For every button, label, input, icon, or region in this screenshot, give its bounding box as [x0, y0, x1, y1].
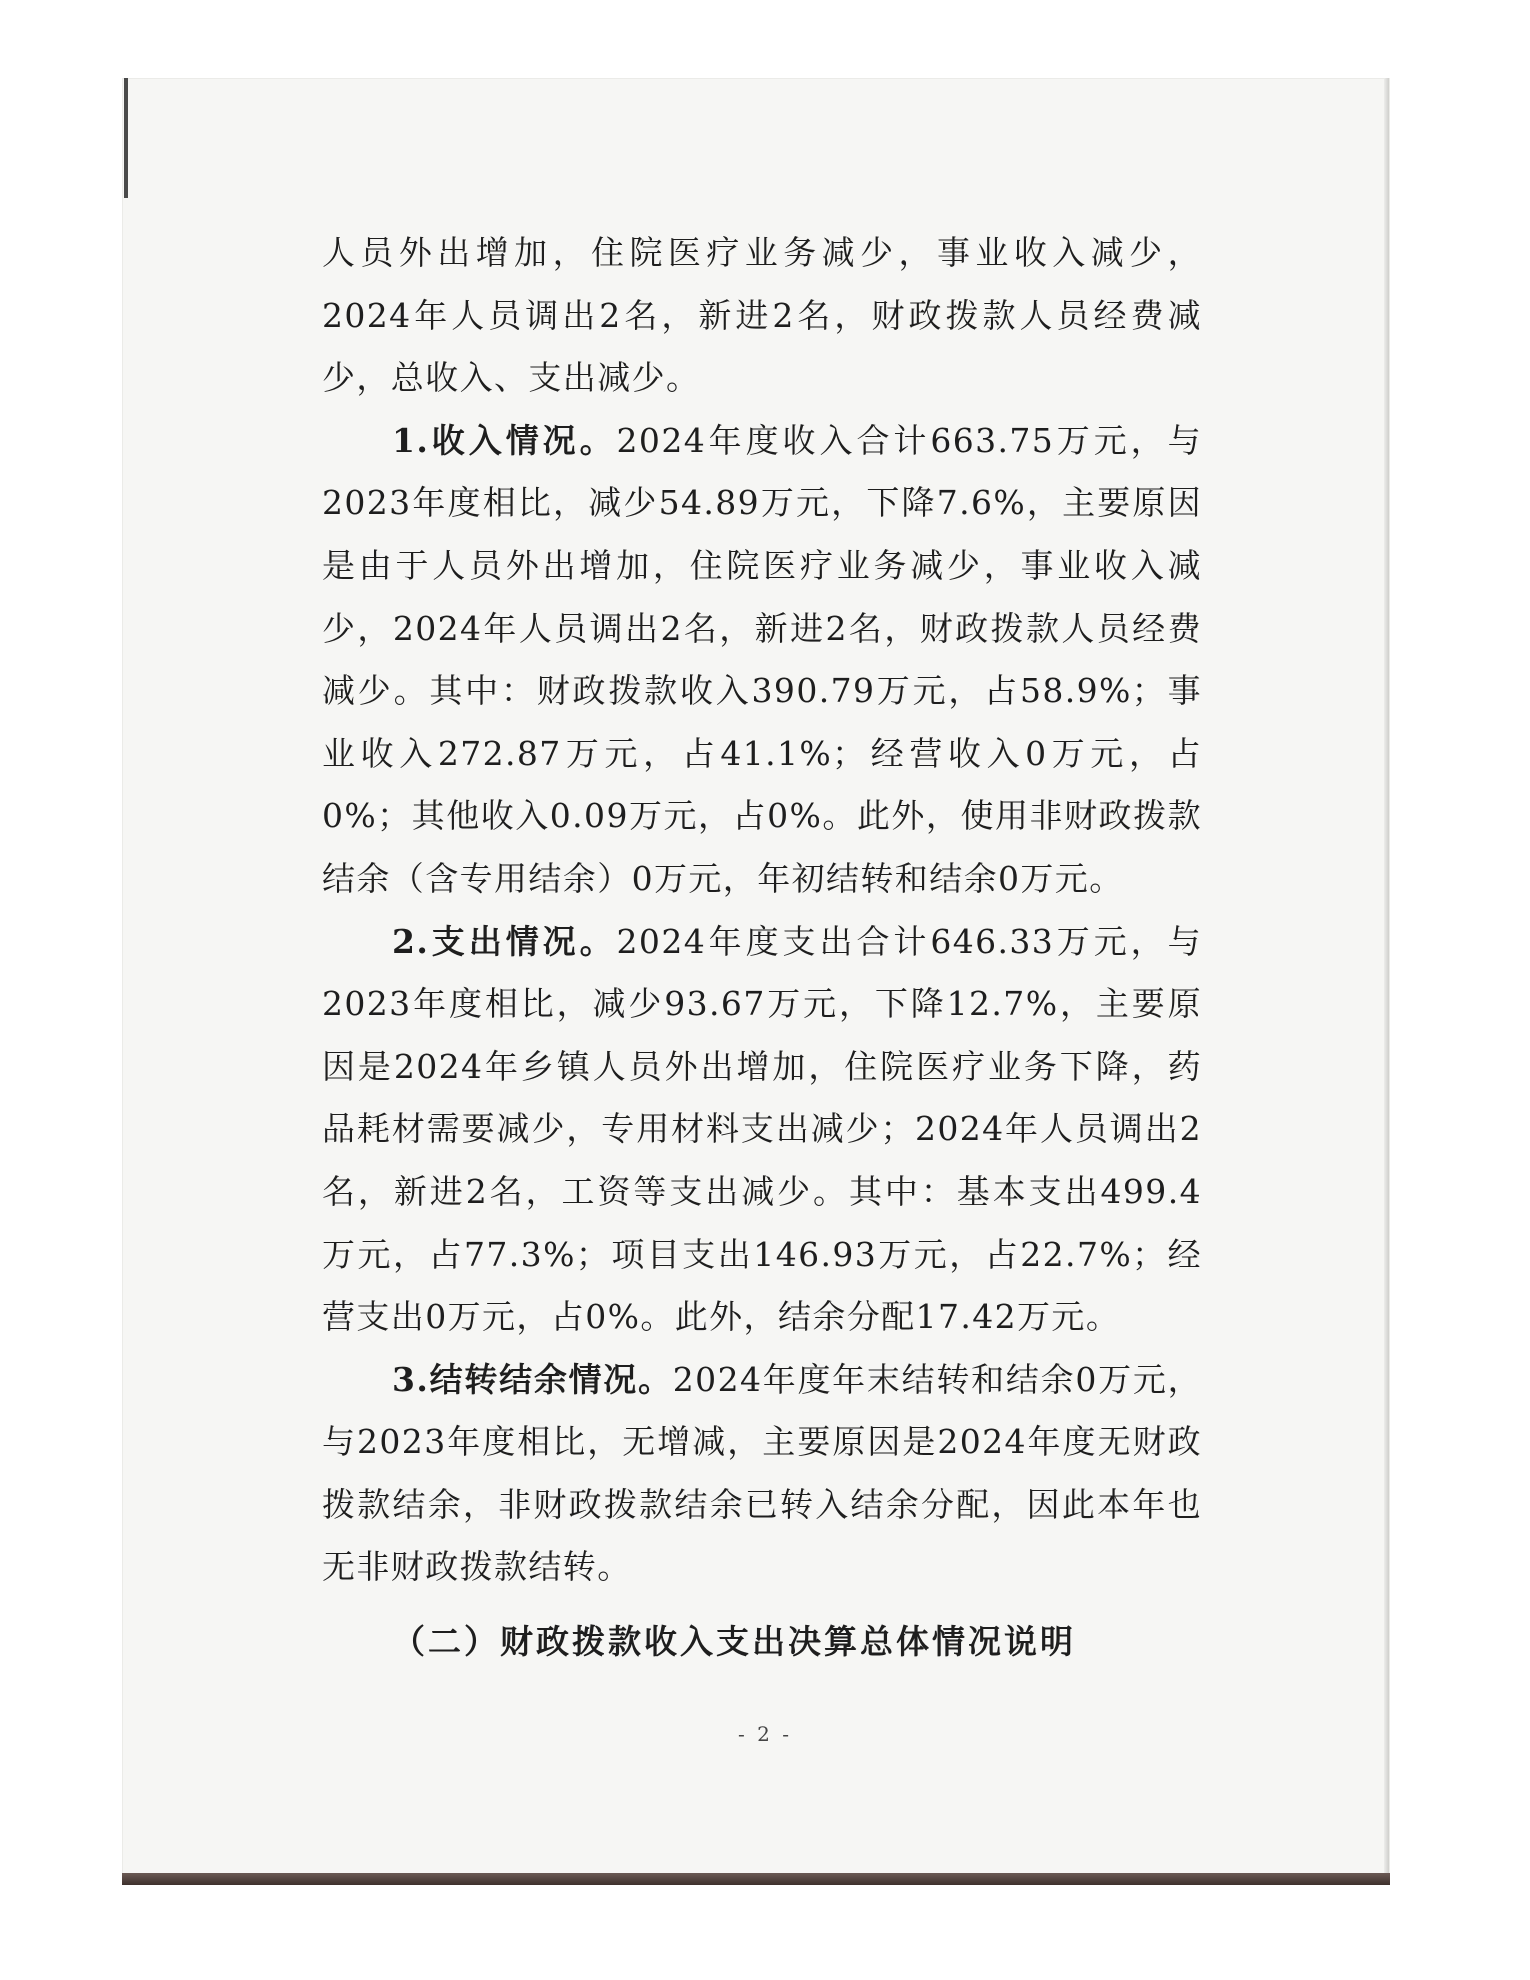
- carryover-heading: 3.结转结余情况。: [392, 1359, 673, 1399]
- page-number: - 2 -: [738, 1722, 792, 1746]
- paragraph-expenditure: [322, 911, 1202, 1349]
- paragraph-income: [322, 410, 1202, 911]
- carryover-text: 2024年度年末结转和结余0万元，与2023年度相比，无增减，主要原因是2024年度无财政拨款结余，非财政拨款结余已转入结余分配，因此本年也无非财政拨款结转。: [322, 1359, 1202, 1587]
- income-heading: 1.收入情况。: [392, 420, 617, 460]
- expenditure-heading: 2.支出情况。: [392, 921, 617, 961]
- body-text: [322, 222, 1202, 1599]
- income-text: 2024年度收入合计663.75万元，与2023年度相比，减少54.89万元，下降7.6%，主要原因是由于人员外出增加，住院医疗业务减少，事业收入减少，2024年人员调出2名，新进2名，财政拨款人员经费减少。其中：财政拨款收入390.79万元，占58.9%；事业收入272.87万元，占41.1%；经营收入0万元，占0%；其他收入0.09万元，占0%。此外，使用非财政拨款结余（含专用结余）0万元，年初结转和结余0万元。: [322, 420, 1202, 898]
- paragraph-carryover: [322, 1349, 1202, 1599]
- paragraph-continuation: 人员外出增加，住院医疗业务减少，事业收入减少，2024年人员调出2名，新进2名，财政拨款人员经费减少，总收入、支出减少。: [322, 233, 1202, 398]
- scan-edge-right: [1384, 78, 1389, 1883]
- scan-edge-bottom: [122, 1873, 1390, 1885]
- scan-edge-left: [124, 78, 128, 198]
- section-subheading: （二）财政拨款收入支出决算总体情况说明: [392, 1622, 1076, 1661]
- expenditure-text: 2024年度支出合计646.33万元，与2023年度相比，减少93.67万元，下降12.7%，主要原因是2024年乡镇人员外出增加，住院医疗业务下降，药品耗材需要减少，专用材料支出减少；2024年人员调出2名，新进2名，工资等支出减少。其中：基本支出499.4万元，占77.3%；项目支出146.93万元，占22.7%；经营支出0万元，占0%。此外，结余分配17.42万元。: [322, 921, 1202, 1337]
